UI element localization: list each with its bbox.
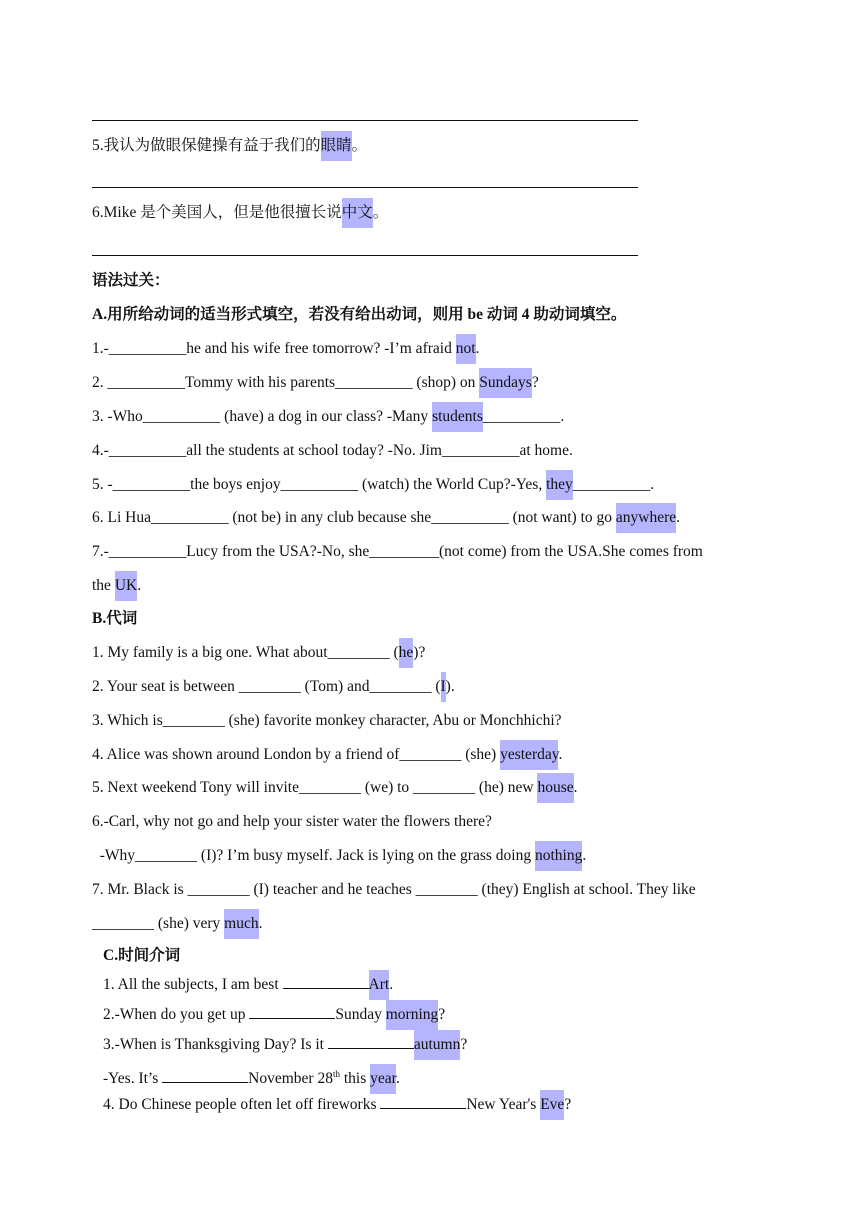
item-text: 4.-__________all the students at school today? -No. Jim__________at home. — [92, 442, 573, 459]
exercise-item — [103, 974, 393, 995]
exercise-item — [103, 1094, 571, 1115]
item-text: . — [475, 340, 480, 357]
item-text: the — [92, 577, 115, 594]
item-text: __________. — [572, 476, 655, 493]
item-text: 4. Alice was shown around London by a friend of________ (she) — [92, 746, 501, 763]
item-text: . — [582, 847, 587, 864]
item-text: 2. Your seat is between ________ (Tom) and________ ( — [92, 678, 441, 695]
highlighted-word: autumn — [414, 1030, 461, 1060]
exercise-item — [103, 1004, 445, 1025]
exercise-item — [92, 914, 262, 934]
item-text: 2. __________Tommy with his parents__________ (shop) on — [92, 374, 480, 391]
highlighted-word: students — [432, 402, 483, 432]
superscript: th — [332, 1069, 340, 1079]
exercise-item — [103, 1034, 467, 1055]
item-text: November 28 — [248, 1070, 333, 1088]
highlighted-word: not — [456, 334, 476, 364]
exercise-item — [92, 778, 578, 798]
highlighted-word: Sundays — [479, 368, 532, 398]
exercise-item — [92, 711, 562, 731]
answer-line — [92, 120, 638, 121]
grammar-title: 语法过关： — [92, 272, 170, 289]
fill-in-blank[interactable] — [283, 974, 369, 989]
item-text: 6. Li Hua__________ (not be) in any club because she__________ (not want) to go — [92, 509, 616, 526]
item-text: 7.-__________Lucy from the USA?-No, she_________(not come) from the USA.She comes from — [92, 543, 703, 560]
highlighted-word: much — [224, 909, 258, 939]
exercise-item — [92, 475, 654, 495]
item-text: 1. My family is a big one. What about________ ( — [92, 644, 399, 661]
highlighted-word: yesterday — [500, 740, 558, 770]
answer-line — [92, 255, 638, 256]
item-text: -Why________ (I)? I’m busy myself. Jack is lying on the grass doing — [92, 847, 535, 864]
highlighted-word: nothing — [535, 841, 582, 871]
section-b-title: B.代词 — [92, 610, 138, 627]
item-text: . — [676, 509, 681, 526]
item-text: 6.-Carl, why not go and help your sister water the flowers there? — [92, 813, 492, 830]
exercise-item — [92, 643, 425, 663]
exercise-item — [92, 441, 573, 461]
item-text: . — [558, 746, 563, 763]
highlighted-word: they — [546, 470, 573, 500]
item-text: )? — [413, 644, 426, 661]
translation-item-6: 6.Mike 是个美国人，但是他很擅长说中文。 — [92, 203, 388, 223]
item-text: 5. -__________the boys enjoy__________ (watch) the World Cup?-Yes, — [92, 476, 547, 493]
exercise-item — [92, 846, 586, 866]
item-text: -Yes. It’s — [103, 1070, 163, 1088]
highlighted-word: anywhere — [616, 503, 676, 533]
fill-in-blank[interactable] — [162, 1068, 248, 1083]
item-text: ________ (she) very — [92, 915, 225, 932]
highlighted-word: Eve — [540, 1090, 564, 1120]
highlighted-word: I — [441, 672, 446, 702]
exercise-item — [92, 542, 703, 562]
highlighted-word: UK — [115, 571, 137, 601]
highlighted-word: he — [399, 638, 414, 668]
item-text: 3. Which is________ (she) favorite monkey character, Abu or Monchhichi? — [92, 712, 562, 729]
item-text: this — [339, 1070, 371, 1088]
exercise-item — [92, 576, 141, 596]
highlighted-word: house — [537, 773, 573, 803]
item-text: . — [573, 779, 578, 796]
item-text: 4. Do Chinese people often let off fireworks — [103, 1096, 381, 1113]
item-text: New Year's — [466, 1096, 541, 1113]
translation-item-5: 5.我认为做眼保健操有益于我们的眼睛。 — [92, 136, 367, 156]
answer-line — [92, 187, 638, 188]
exercise-item — [92, 745, 562, 765]
fill-in-blank[interactable] — [380, 1094, 466, 1109]
exercise-item — [92, 339, 479, 359]
item-text: . — [395, 1070, 400, 1088]
item-text: 3. -Who__________ (have) a dog in our class? -Many — [92, 408, 433, 425]
item-text: 1.-__________he and his wife free tomorrow? -I’m afraid — [92, 340, 456, 357]
item-text: . — [258, 915, 263, 932]
fill-in-blank[interactable] — [328, 1034, 414, 1049]
highlighted-word: year — [370, 1064, 396, 1094]
exercise-item — [92, 880, 696, 900]
item-text: ? — [460, 1036, 468, 1053]
exercise-item — [92, 812, 492, 832]
item-text: 7. Mr. Black is ________ (I) teacher and he teaches ________ (they) English at school. They like — [92, 881, 696, 898]
item-text: ? — [564, 1096, 572, 1113]
item-text: 3.-When is Thanksgiving Day? Is it — [103, 1036, 328, 1053]
item-text: ? — [438, 1006, 446, 1023]
item-text: . — [389, 976, 394, 993]
exercise-item — [92, 508, 680, 528]
highlighted-word: morning — [386, 1000, 439, 1030]
item-text: ? — [531, 374, 539, 391]
item-text: __________. — [482, 408, 565, 425]
exercise-item — [92, 407, 564, 427]
item-text: ). — [445, 678, 455, 695]
exercise-item — [103, 1064, 400, 1089]
exercise-item — [92, 373, 539, 393]
exercise-item — [92, 677, 455, 697]
item-text: 2.-When do you get up — [103, 1006, 250, 1023]
item-text: Sunday — [335, 1006, 386, 1023]
section-c-title: C.时间介词 — [103, 947, 181, 964]
item-text: 1. All the subjects, I am best — [103, 976, 283, 993]
item-text: 5. Next weekend Tony will invite________ (we) to ________ (he) new — [92, 779, 538, 796]
section-a-title: A.用所给动词的适当形式填空，若没有给出动词，则用 be 动词 4 助动词填空。 — [92, 306, 627, 323]
fill-in-blank[interactable] — [249, 1004, 335, 1019]
highlighted-word: Art — [369, 970, 390, 1000]
item-text: . — [137, 577, 142, 594]
